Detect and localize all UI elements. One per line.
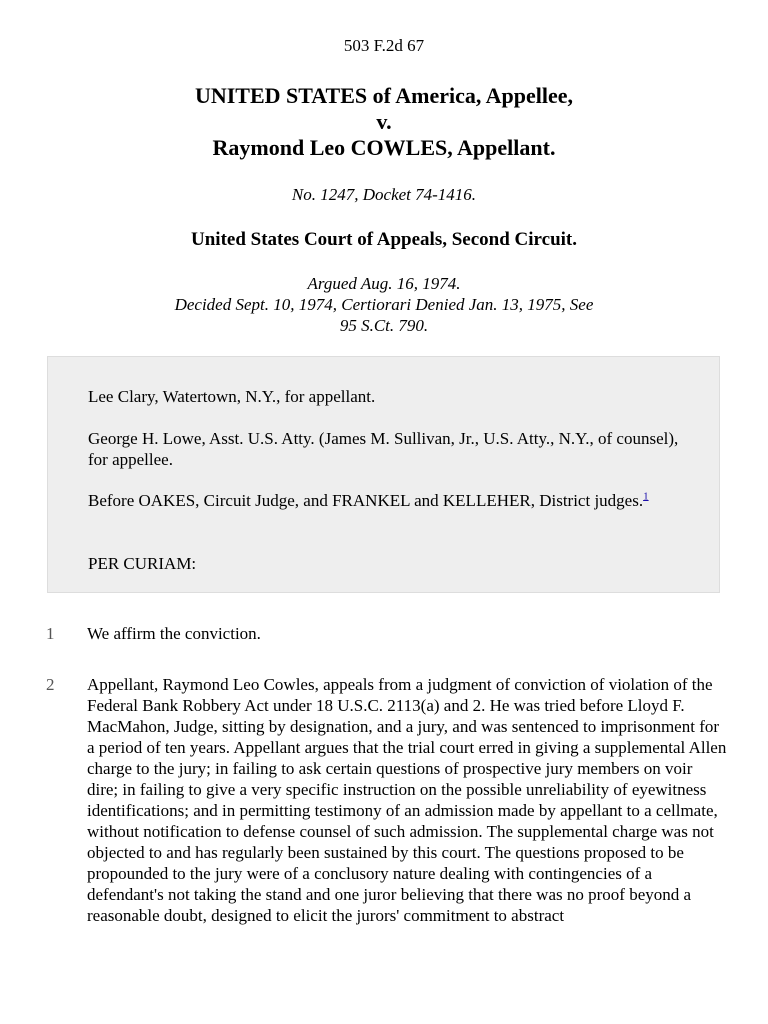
court-name: United States Court of Appeals, Second Circuit. xyxy=(191,229,577,250)
counsel-appellant: Lee Clary, Watertown, N.Y., for appellant. xyxy=(88,387,376,406)
citation: 503 F.2d 67 xyxy=(343,36,425,55)
paragraph-number: 2 xyxy=(46,675,55,694)
argued-date: Argued Aug. 16, 1974. xyxy=(307,274,461,293)
panel-judges xyxy=(88,490,688,511)
case-title-appellant: Raymond Leo COWLES, Appellant. xyxy=(212,135,556,160)
case-title-appellee: UNITED STATES of America, Appellee, xyxy=(194,83,574,108)
paragraph-text: We affirm the conviction. xyxy=(87,624,261,643)
paragraph-text: Appellant, Raymond Leo Cowles, appeals from a judgment of conviction of violation of the Federal Bank Robbery Act under 18 U.S.C. 2113(a) and 2. He was tried before Lloyd F. MacMahon, Judge, sitting by designation, and a jury, and was sentenced to imprisonment for a period of ten years. Appellant argues that the trial court erred in giving a supplemental Allen charge to the jury; in failing to ask certain questions of prospective jury members on voir dire; in failing to give a very specific instruction on the possible unreliability of eyewitness identifications; and in permitting testimony of an admission made by appellant to a cellmate, without notification to defense counsel of such admission. The supplemental charge was not objected to and has regularly been sustained by this court. The questions proposed to be propounded to the jury were of a conclusory nature dealing with contingencies of a defendant's not taking the stand and one juror believing that there was no proof beyond a reasonable doubt, designed to elicit the jurors' commitment to abstract xyxy=(87,675,727,925)
case-title-versus: v. xyxy=(376,109,392,134)
panel-judges-text: Before OAKES, Circuit Judge, and FRANKEL and KELLEHER, District judges. xyxy=(88,491,644,510)
docket-number: No. 1247, Docket 74-1416. xyxy=(291,185,477,204)
case-dates xyxy=(0,273,768,336)
counsel-appellee: George H. Lowe, Asst. U.S. Atty. (James M. Sullivan, Jr., U.S. Atty., N.Y., of counsel), for appellee. xyxy=(88,429,679,469)
footnote-link[interactable]: 1 xyxy=(643,490,649,503)
case-header-box xyxy=(47,356,720,593)
per-curiam: PER CURIAM: xyxy=(88,554,197,573)
decided-date-line2: 95 S.Ct. 790. xyxy=(339,316,429,335)
case-title xyxy=(0,83,768,161)
decided-date-line1: Decided Sept. 10, 1974, Certiorari Denied Jan. 13, 1975, See xyxy=(174,295,594,314)
paragraph-number: 1 xyxy=(46,624,55,643)
